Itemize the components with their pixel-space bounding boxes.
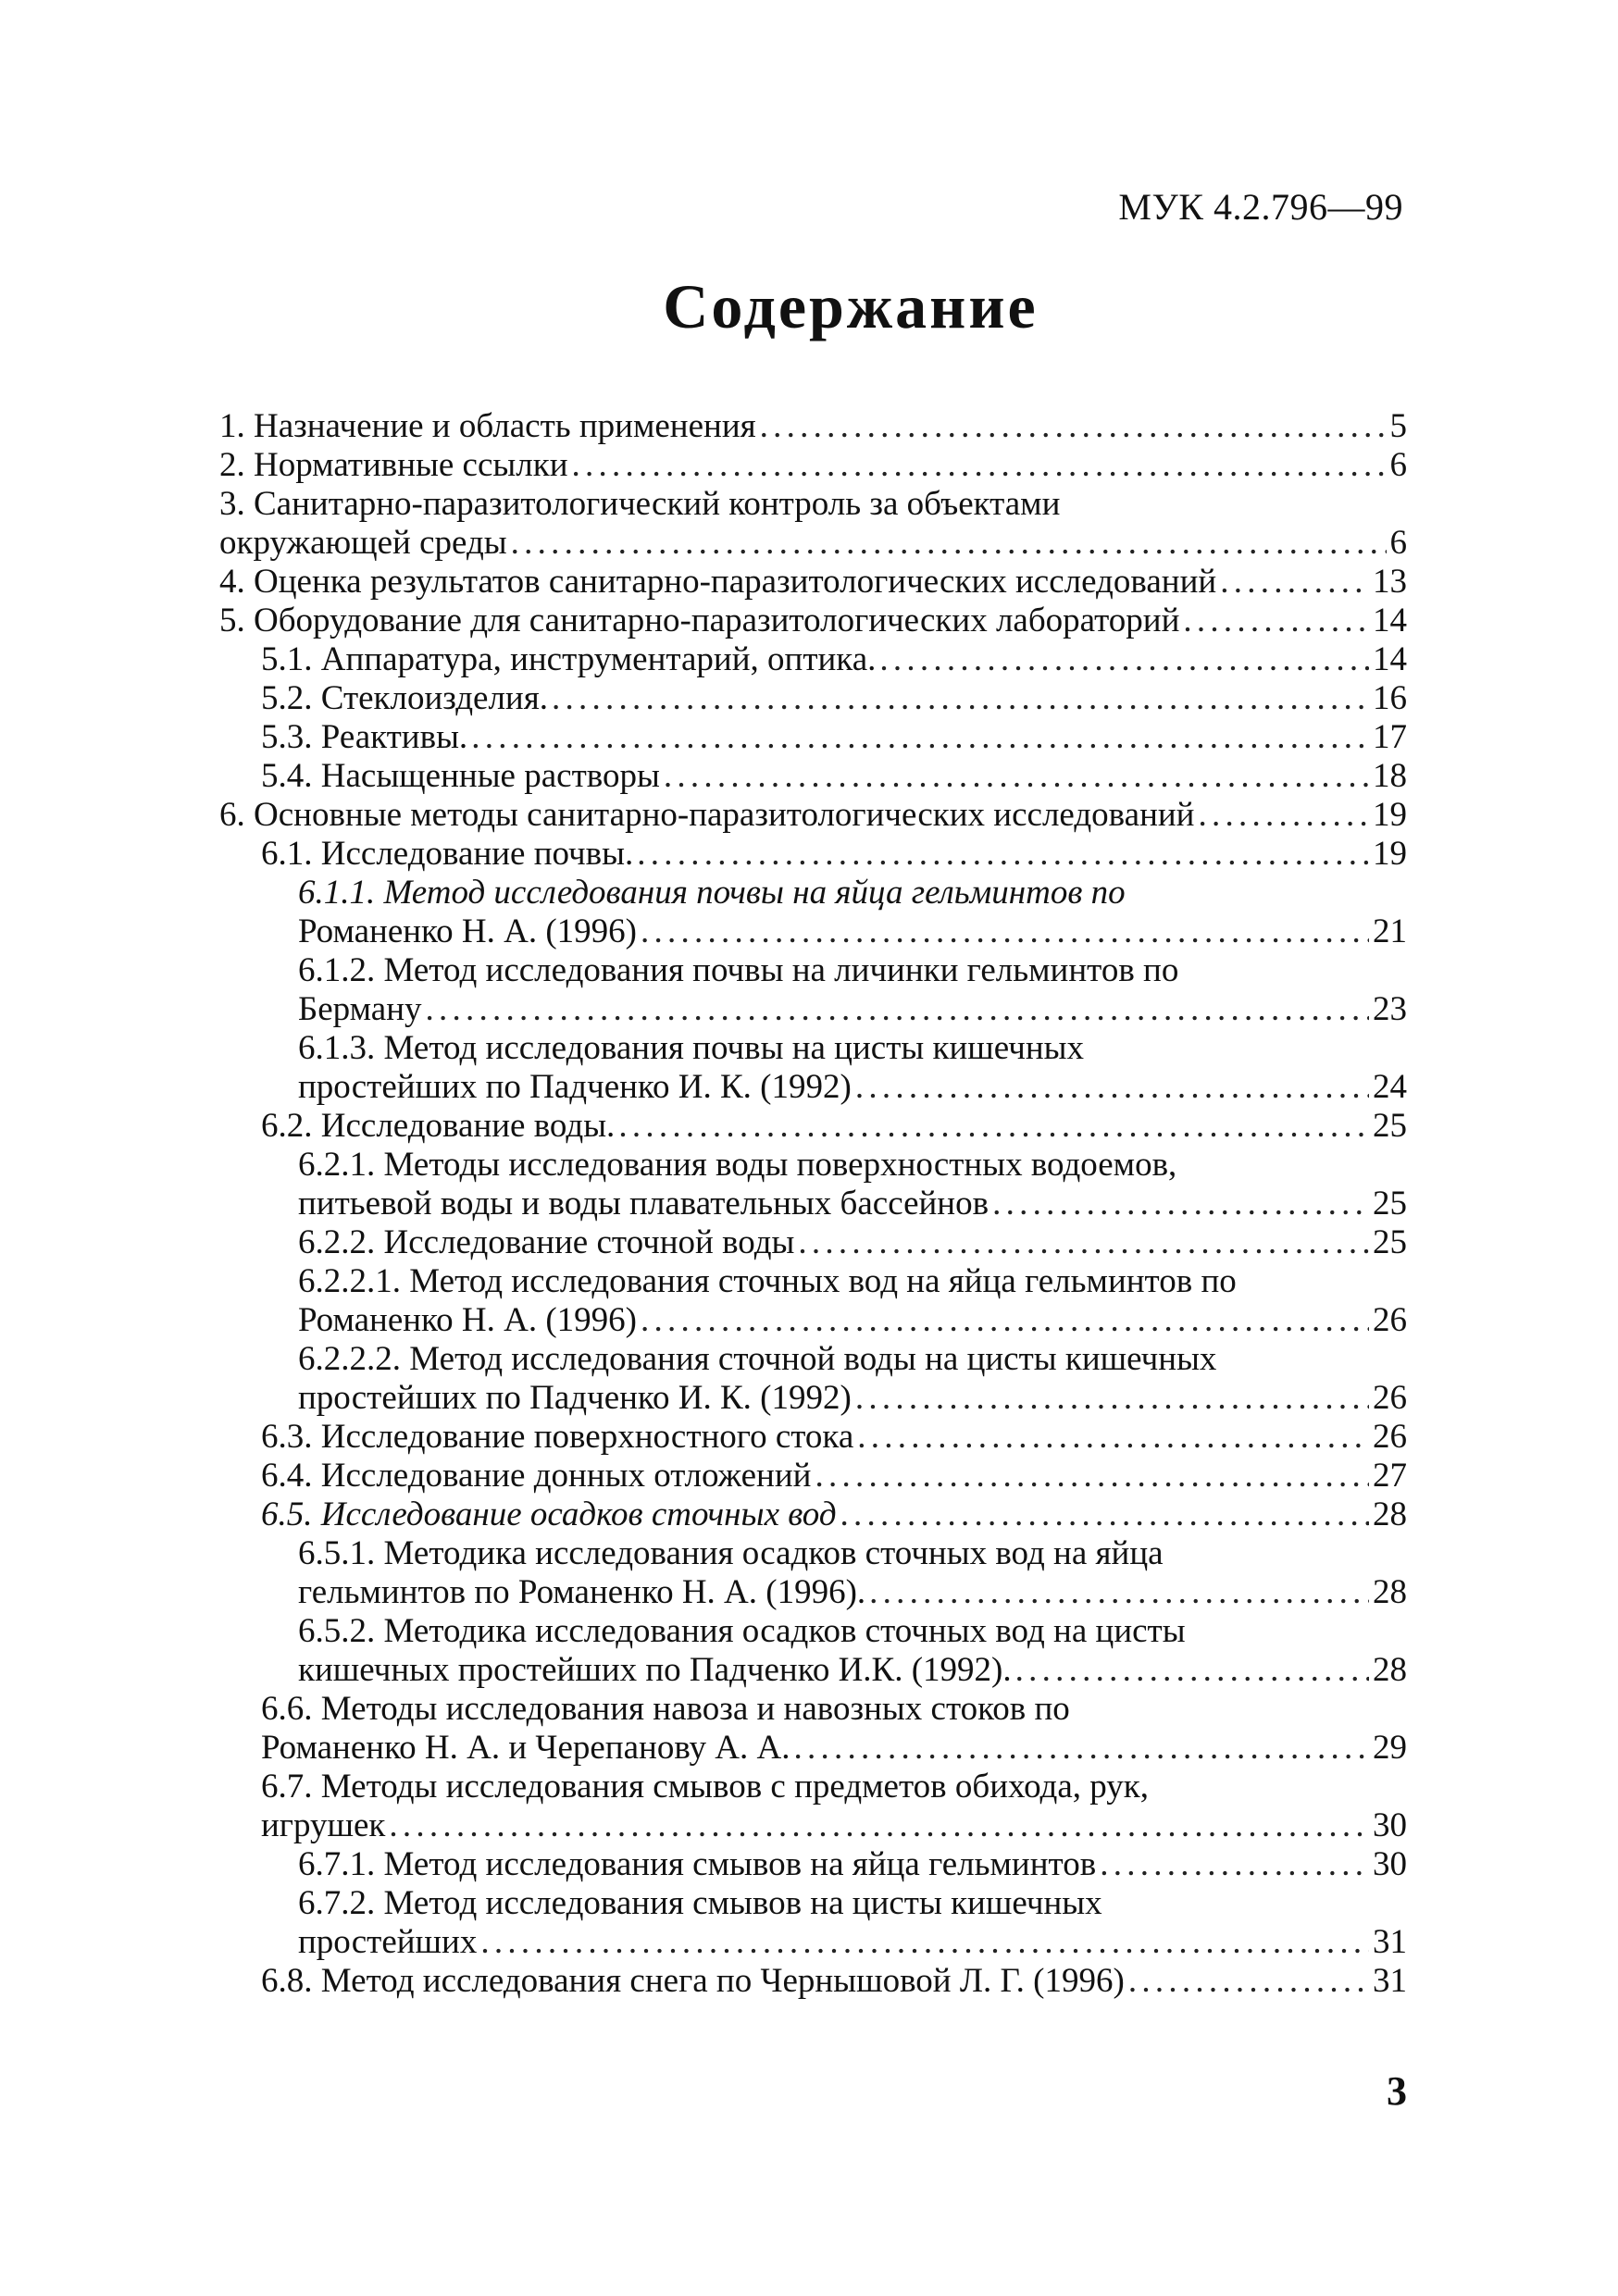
toc-entry-title: простейших по Падченко И. К. (1992) (298, 1379, 852, 1417)
toc-entry-page: 13 (1373, 563, 1407, 601)
toc-entry-row (219, 407, 1407, 446)
toc-entry-page: 17 (1373, 718, 1407, 756)
dot-leader (879, 640, 1369, 679)
toc-entry-title: окружающей среды (219, 524, 507, 562)
toc-entry (219, 1146, 1407, 1223)
toc-entry-title: 5.3. Реактивы. (261, 718, 468, 756)
dot-leader (1198, 796, 1369, 835)
toc-entry-page: 24 (1373, 1068, 1407, 1106)
toc-entry (219, 1107, 1407, 1146)
dot-leader (1015, 1651, 1369, 1690)
toc-entry-page: 19 (1373, 835, 1407, 873)
toc-entry (219, 485, 1407, 563)
toc-entry-row (298, 1573, 1407, 1612)
toc-entry-heading: 6.2.1. Методы исследования воды поверхностных водоемов, (298, 1146, 1177, 1184)
toc-entry-page: 21 (1373, 912, 1407, 950)
toc-entry-page: 26 (1373, 1418, 1407, 1456)
toc-entry (219, 1962, 1407, 2001)
toc-entry-title: 2. Нормативные ссылки (219, 446, 568, 484)
toc-entry-row (298, 1923, 1407, 1962)
toc-entry-title: 6.3. Исследование поверхностного стока (261, 1418, 854, 1456)
toc-entry-row (298, 990, 1407, 1029)
toc-entry (219, 1690, 1407, 1768)
toc-entry-row (219, 563, 1407, 602)
dot-leader (637, 835, 1369, 874)
table-of-contents (219, 407, 1407, 2001)
dot-leader (641, 1301, 1369, 1340)
toc-entry (219, 874, 1407, 951)
toc-entry (219, 407, 1407, 446)
toc-entry-row (298, 1068, 1407, 1107)
toc-entry-page: 6 (1389, 446, 1407, 484)
page-number: 3 (1387, 2068, 1407, 2114)
toc-entry-title: 6.7.1. Метод исследования смывов на яйца гельминтов (298, 1845, 1097, 1883)
toc-entry (219, 1029, 1407, 1107)
toc-entry-page: 6 (1389, 524, 1407, 562)
dot-leader (815, 1457, 1369, 1496)
toc-entry-title: 5.4. Насыщенные растворы (261, 757, 660, 795)
toc-entry-title: 5. Оборудование для санитарно-паразитологических лабораторий (219, 602, 1180, 639)
toc-entry (219, 951, 1407, 1029)
toc-entry-page: 18 (1373, 757, 1407, 795)
toc-entry-page: 19 (1373, 796, 1407, 834)
dot-leader (511, 524, 1387, 563)
toc-entry-row (298, 1223, 1407, 1262)
toc-entry-page: 25 (1373, 1185, 1407, 1222)
toc-entry (219, 563, 1407, 602)
toc-entry-row (219, 602, 1407, 640)
toc-entry-heading: 6.2.2.2. Метод исследования сточной воды на цисты кишечных (298, 1340, 1217, 1378)
toc-entry-page: 23 (1373, 990, 1407, 1028)
toc-entry-title: простейших по Падченко И. К. (1992) (298, 1068, 852, 1106)
toc-entry-page: 28 (1373, 1651, 1407, 1689)
toc-entry-title: 1. Назначение и область применения (219, 407, 756, 445)
toc-entry-title: Романенко Н. А. и Черепанову А. А. (261, 1729, 790, 1767)
dot-leader (855, 1379, 1369, 1418)
page-title: Содержание (663, 271, 1039, 341)
toc-entry-row (261, 1806, 1407, 1845)
toc-entry-page: 31 (1373, 1962, 1407, 2000)
toc-entry-title: Романенко Н. А. (1996) (298, 1301, 637, 1339)
toc-entry-title: 6.1. Исследование почвы. (261, 835, 634, 873)
toc-entry (219, 1262, 1407, 1340)
toc-entry-row (261, 679, 1407, 718)
toc-entry-page: 28 (1373, 1496, 1407, 1533)
toc-entry-page: 30 (1373, 1845, 1407, 1883)
toc-entry-row (261, 1457, 1407, 1496)
toc-entry-title: 6.2. Исследование воды. (261, 1107, 616, 1145)
toc-entry (219, 718, 1407, 757)
dot-leader (793, 1729, 1369, 1768)
toc-entry-title: гельминтов по Романенко Н. А. (1996). (298, 1573, 866, 1611)
toc-entry-title: 6.2.2. Исследование сточной воды (298, 1223, 795, 1261)
toc-entry-page: 29 (1373, 1729, 1407, 1767)
dot-leader (389, 1806, 1369, 1845)
toc-entry-title: 5.2. Стеклоизделия. (261, 679, 549, 717)
toc-entry-row (261, 1962, 1407, 2001)
toc-entry-row (261, 1729, 1407, 1768)
toc-entry (219, 1768, 1407, 1845)
toc-entry-heading: 6.5.2. Методика исследования осадков сточных вод на цисты (298, 1612, 1186, 1650)
toc-entry-title: 6.4. Исследование донных отложений (261, 1457, 812, 1495)
toc-entry (219, 1457, 1407, 1496)
toc-entry-page: 30 (1373, 1806, 1407, 1844)
toc-entry-heading: 6.1.1. Метод исследования почвы на яйца гельминтов по (298, 874, 1126, 912)
dot-leader (480, 1923, 1369, 1962)
toc-entry-page: 16 (1373, 679, 1407, 717)
dot-leader (552, 679, 1369, 718)
dot-leader (869, 1573, 1369, 1612)
toc-entry-page: 27 (1373, 1457, 1407, 1495)
toc-entry (219, 1496, 1407, 1534)
toc-entry (219, 679, 1407, 718)
toc-entry-row (219, 524, 1407, 563)
toc-entry-title: игрушек (261, 1806, 386, 1844)
dot-leader (618, 1107, 1369, 1146)
dot-leader (857, 1418, 1369, 1457)
toc-entry-row (261, 1496, 1407, 1534)
dot-leader (1183, 602, 1369, 640)
toc-entry (219, 446, 1407, 485)
toc-entry (219, 1534, 1407, 1612)
toc-entry (219, 835, 1407, 874)
toc-entry-row (261, 718, 1407, 757)
toc-entry-row (298, 1379, 1407, 1418)
dot-leader (426, 990, 1370, 1029)
toc-entry (219, 757, 1407, 796)
toc-entry-row (298, 1185, 1407, 1223)
toc-entry-heading: 6.6. Методы исследования навоза и навозных стоков по (261, 1690, 1070, 1728)
toc-entry-page: 31 (1373, 1923, 1407, 1961)
toc-entry (219, 1418, 1407, 1457)
toc-entry-page: 25 (1373, 1107, 1407, 1145)
toc-entry-title: 6.5. Исследование осадков сточных вод (261, 1496, 837, 1533)
toc-entry-title: питьевой воды и воды плавательных бассейнов (298, 1185, 989, 1222)
toc-entry-heading: 6.7.2. Метод исследования смывов на цисты кишечных (298, 1884, 1102, 1922)
toc-entry-page: 26 (1373, 1301, 1407, 1339)
dot-leader (798, 1223, 1369, 1262)
dot-leader (572, 446, 1387, 485)
toc-entry-heading: 6.2.2.1. Метод исследования сточных вод на яйца гельминтов по (298, 1262, 1237, 1300)
dot-leader (855, 1068, 1369, 1107)
toc-entry-title: кишечных простейших по Падченко И.К. (1992). (298, 1651, 1012, 1689)
dot-leader (992, 1185, 1369, 1223)
toc-entry-row (219, 796, 1407, 835)
toc-entry-title: 6. Основные методы санитарно-паразитологических исследований (219, 796, 1195, 834)
toc-entry-row (261, 1418, 1407, 1457)
toc-entry-row (298, 1651, 1407, 1690)
toc-entry-page: 14 (1373, 602, 1407, 639)
toc-entry (219, 640, 1407, 679)
toc-entry-heading: 3. Санитарно-паразитологический контроль за объектами (219, 485, 1061, 523)
toc-entry-page: 25 (1373, 1223, 1407, 1261)
toc-entry (219, 602, 1407, 640)
toc-entry-title: простейших (298, 1923, 478, 1961)
dot-leader (1128, 1962, 1369, 2001)
toc-entry-heading: 6.1.2. Метод исследования почвы на личинки гельминтов по (298, 951, 1179, 989)
document-code: МУК 4.2.796—99 (1118, 186, 1403, 228)
toc-entry-heading: 6.1.3. Метод исследования почвы на цисты кишечных (298, 1029, 1085, 1067)
dot-leader (840, 1496, 1369, 1534)
toc-entry-page: 14 (1373, 640, 1407, 678)
dot-leader (1220, 563, 1369, 602)
toc-entry-page: 28 (1373, 1573, 1407, 1611)
toc-entry (219, 1884, 1407, 1962)
toc-entry-row (261, 1107, 1407, 1146)
toc-entry-row (298, 1301, 1407, 1340)
toc-entry-row (298, 912, 1407, 951)
dot-leader (641, 912, 1369, 951)
toc-entry-title: 5.1. Аппаратура, инструментарий, оптика. (261, 640, 877, 678)
dot-leader (1100, 1845, 1369, 1884)
toc-entry-title: Романенко Н. А. (1996) (298, 912, 637, 950)
dot-leader (664, 757, 1369, 796)
dot-leader (471, 718, 1369, 757)
toc-entry-page: 26 (1373, 1379, 1407, 1417)
toc-entry-row (298, 1845, 1407, 1884)
toc-entry (219, 1223, 1407, 1262)
toc-entry-row (261, 757, 1407, 796)
toc-entry-heading: 6.7. Методы исследования смывов с предметов обихода, рук, (261, 1768, 1150, 1806)
toc-entry-title: 6.8. Метод исследования снега по Чернышовой Л. Г. (1996) (261, 1962, 1125, 2000)
toc-entry-row (261, 835, 1407, 874)
toc-entry (219, 1845, 1407, 1884)
toc-entry (219, 1340, 1407, 1418)
toc-entry-title: Берману (298, 990, 422, 1028)
toc-entry (219, 1612, 1407, 1690)
toc-entry-row (261, 640, 1407, 679)
toc-entry-row (219, 446, 1407, 485)
toc-entry-heading: 6.5.1. Методика исследования осадков сточных вод на яйца (298, 1534, 1164, 1572)
dot-leader (760, 407, 1387, 446)
toc-entry-page: 5 (1389, 407, 1407, 445)
toc-entry (219, 796, 1407, 835)
toc-entry-title: 4. Оценка результатов санитарно-паразитологических исследований (219, 563, 1217, 601)
